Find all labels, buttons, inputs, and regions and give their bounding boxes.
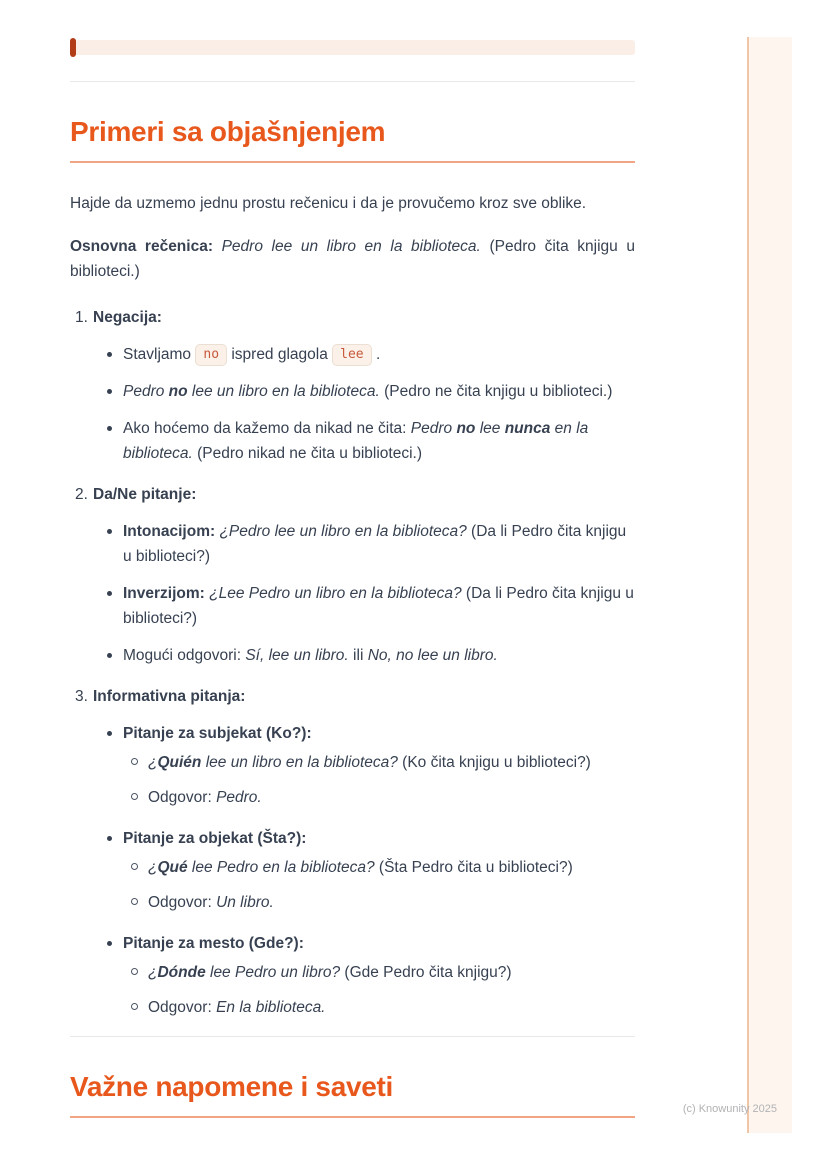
- question-word: Dónde: [157, 964, 206, 981]
- list-item-body: [93, 482, 635, 668]
- term-label: Inverzijom:: [123, 585, 205, 602]
- bold-emphasis: no: [168, 383, 188, 400]
- question-group-body: [123, 931, 635, 1020]
- bullet-marker-icon: [107, 519, 123, 569]
- heading-underline: [70, 161, 635, 163]
- spanish-sentence: No, no lee un libro.: [367, 647, 498, 664]
- spanish-sentence: Sí, lee un libro.: [245, 647, 349, 664]
- text-fragment: Stavljamo: [123, 346, 196, 363]
- spanish-sentence: lee: [475, 420, 505, 437]
- translation-text: (Pedro čita knjigu u biblioteci.): [70, 238, 636, 280]
- sub-bullet-text: [148, 960, 635, 985]
- question-group-title: Pitanje za subjekat (Ko?):: [123, 725, 312, 742]
- question-group-title: Pitanje za objekat (Šta?):: [123, 830, 307, 847]
- sub-bullet-text: [148, 890, 635, 915]
- translation-text: (Pedro ne čita knjigu u biblioteci.): [379, 383, 613, 400]
- bullet-item: [93, 416, 635, 466]
- base-sentence-paragraph: [70, 234, 635, 284]
- spanish-sentence: lee Pedro en la biblioteca?: [187, 859, 375, 876]
- answer-value: Un libro.: [216, 894, 274, 911]
- list-item-body: [93, 305, 635, 466]
- bullet-item: [93, 379, 635, 404]
- text-fragment: ili: [348, 647, 368, 664]
- bullet-marker-icon: [107, 342, 123, 367]
- truncated-callout-bar: [70, 40, 635, 55]
- callout-accent-marker: [70, 38, 76, 57]
- bullet-item: [93, 643, 635, 668]
- translation-text: (Šta Pedro čita u biblioteci?): [374, 859, 573, 876]
- spanish-sentence: Pedro: [410, 420, 457, 437]
- bullet-marker-icon: [107, 931, 123, 1020]
- spanish-question-mark: ¿: [148, 754, 158, 771]
- question-word: Quién: [157, 754, 202, 771]
- numbered-list: [70, 305, 635, 1020]
- answer-label: Odgovor:: [148, 789, 217, 806]
- section-heading-notes: Važne napomene i saveti: [70, 1071, 394, 1102]
- text-fragment: ispred glagola: [227, 346, 333, 363]
- translation-text: (Da li Pedro čita knjigu u biblioteci?): [123, 585, 634, 627]
- sub-bullet-text: [148, 785, 635, 810]
- spanish-sentence: lee un libro en la biblioteca?: [201, 754, 398, 771]
- intro-paragraph: Hajde da uzmemo jednu prostu rečenicu i da je provučemo kroz sve oblike.: [70, 195, 587, 212]
- question-group-subject: [93, 721, 635, 810]
- sub-bullet-item: [123, 855, 635, 880]
- answer-value: En la biblioteca.: [216, 999, 326, 1016]
- answer-label: Odgovor:: [148, 894, 217, 911]
- bullet-text: [123, 643, 635, 668]
- bullet-marker-icon: [107, 643, 123, 668]
- spanish-sentence: en la biblioteca.: [123, 420, 589, 462]
- answer-label: Odgovor:: [148, 999, 217, 1016]
- bullet-text: [123, 581, 635, 631]
- bullet-item: [93, 519, 635, 569]
- list-item-number: 3.: [75, 688, 88, 705]
- bullet-text: [123, 379, 635, 404]
- sub-bullet-item: [123, 995, 635, 1020]
- list-item-negacija: [70, 305, 635, 466]
- page-side-accent-band: [747, 37, 792, 1133]
- text-fragment: Mogući odgovori:: [123, 647, 246, 664]
- circle-marker-icon: [130, 960, 148, 985]
- bullet-marker-icon: [107, 826, 123, 915]
- footer-copyright: (c) Knowunity 2025: [682, 1103, 777, 1115]
- sub-bullet-text: [148, 995, 635, 1020]
- section-divider: [70, 81, 635, 82]
- heading-underline: [70, 1116, 635, 1118]
- bullet-marker-icon: [107, 416, 123, 466]
- bullet-marker-icon: [107, 721, 123, 810]
- list-item-number: 2.: [75, 486, 88, 503]
- sub-bullet-text: [148, 855, 635, 880]
- bullet-item: [93, 342, 635, 367]
- section-heading-examples: Primeri sa objašnjenjem: [70, 116, 386, 147]
- sub-bullet-item: [123, 750, 635, 775]
- spanish-question-mark: ¿: [148, 859, 158, 876]
- circle-marker-icon: [130, 855, 148, 880]
- translation-text: (Pedro nikad ne čita u biblioteci.): [192, 445, 422, 462]
- spanish-sentence: lee un libro en la biblioteca.: [187, 383, 380, 400]
- spanish-sentence: ¿Pedro lee un libro en la biblioteca?: [215, 523, 467, 540]
- bullet-text: [123, 416, 635, 466]
- list-item-da-ne-pitanje: [70, 482, 635, 668]
- question-group-place: [93, 931, 635, 1020]
- document-content: [70, 0, 635, 1118]
- bullet-marker-icon: [107, 581, 123, 631]
- question-group-title: Pitanje za mesto (Gde?):: [123, 935, 304, 952]
- spanish-sentence: Pedro: [123, 383, 169, 400]
- question-group-object: [93, 826, 635, 915]
- inline-code-chip: no: [195, 344, 227, 366]
- term-label: Intonacijom:: [123, 523, 216, 540]
- text-fragment: Ako hoćemo da kažemo da nikad ne čita:: [123, 420, 411, 437]
- translation-text: (Gde Pedro čita knjigu?): [340, 964, 512, 981]
- spanish-sentence: lee Pedro un libro?: [205, 964, 341, 981]
- sub-bullet-item: [123, 890, 635, 915]
- list-item-title: Informativna pitanja:: [93, 688, 246, 705]
- circle-marker-icon: [130, 995, 148, 1020]
- sub-bullet-text: [148, 750, 635, 775]
- spanish-question-mark: ¿: [148, 964, 158, 981]
- list-item-informativna-pitanja: [70, 684, 635, 1020]
- spanish-sentence: Pedro lee un libro en la biblioteca.: [213, 238, 481, 255]
- list-item-title: Da/Ne pitanje:: [93, 486, 197, 503]
- bullet-marker-icon: [107, 379, 123, 404]
- translation-text: (Ko čita knjigu u biblioteci?): [397, 754, 591, 771]
- text-fragment: .: [371, 346, 381, 363]
- spanish-sentence: ¿Lee Pedro un libro en la biblioteca?: [204, 585, 462, 602]
- circle-marker-icon: [130, 785, 148, 810]
- bullet-text: [123, 342, 635, 367]
- answer-value: Pedro.: [216, 789, 262, 806]
- question-word: Qué: [157, 859, 188, 876]
- inline-code-chip: lee: [332, 344, 371, 366]
- translation-text: (Da li Pedro čita knjigu u biblioteci?): [123, 523, 627, 565]
- base-sentence-label: Osnovna rečenica:: [70, 238, 213, 255]
- list-item-title: Negacija:: [93, 309, 162, 326]
- question-group-body: [123, 826, 635, 915]
- list-item-number: 1.: [75, 309, 88, 326]
- list-item-body: [93, 684, 635, 1020]
- sub-bullet-item: [123, 960, 635, 985]
- bold-emphasis: no: [456, 420, 476, 437]
- sub-bullet-item: [123, 785, 635, 810]
- bullet-text: [123, 519, 635, 569]
- bullet-item: [93, 581, 635, 631]
- question-group-body: [123, 721, 635, 810]
- circle-marker-icon: [130, 890, 148, 915]
- circle-marker-icon: [130, 750, 148, 775]
- bold-emphasis: nunca: [504, 420, 551, 437]
- section-divider: [70, 1036, 635, 1037]
